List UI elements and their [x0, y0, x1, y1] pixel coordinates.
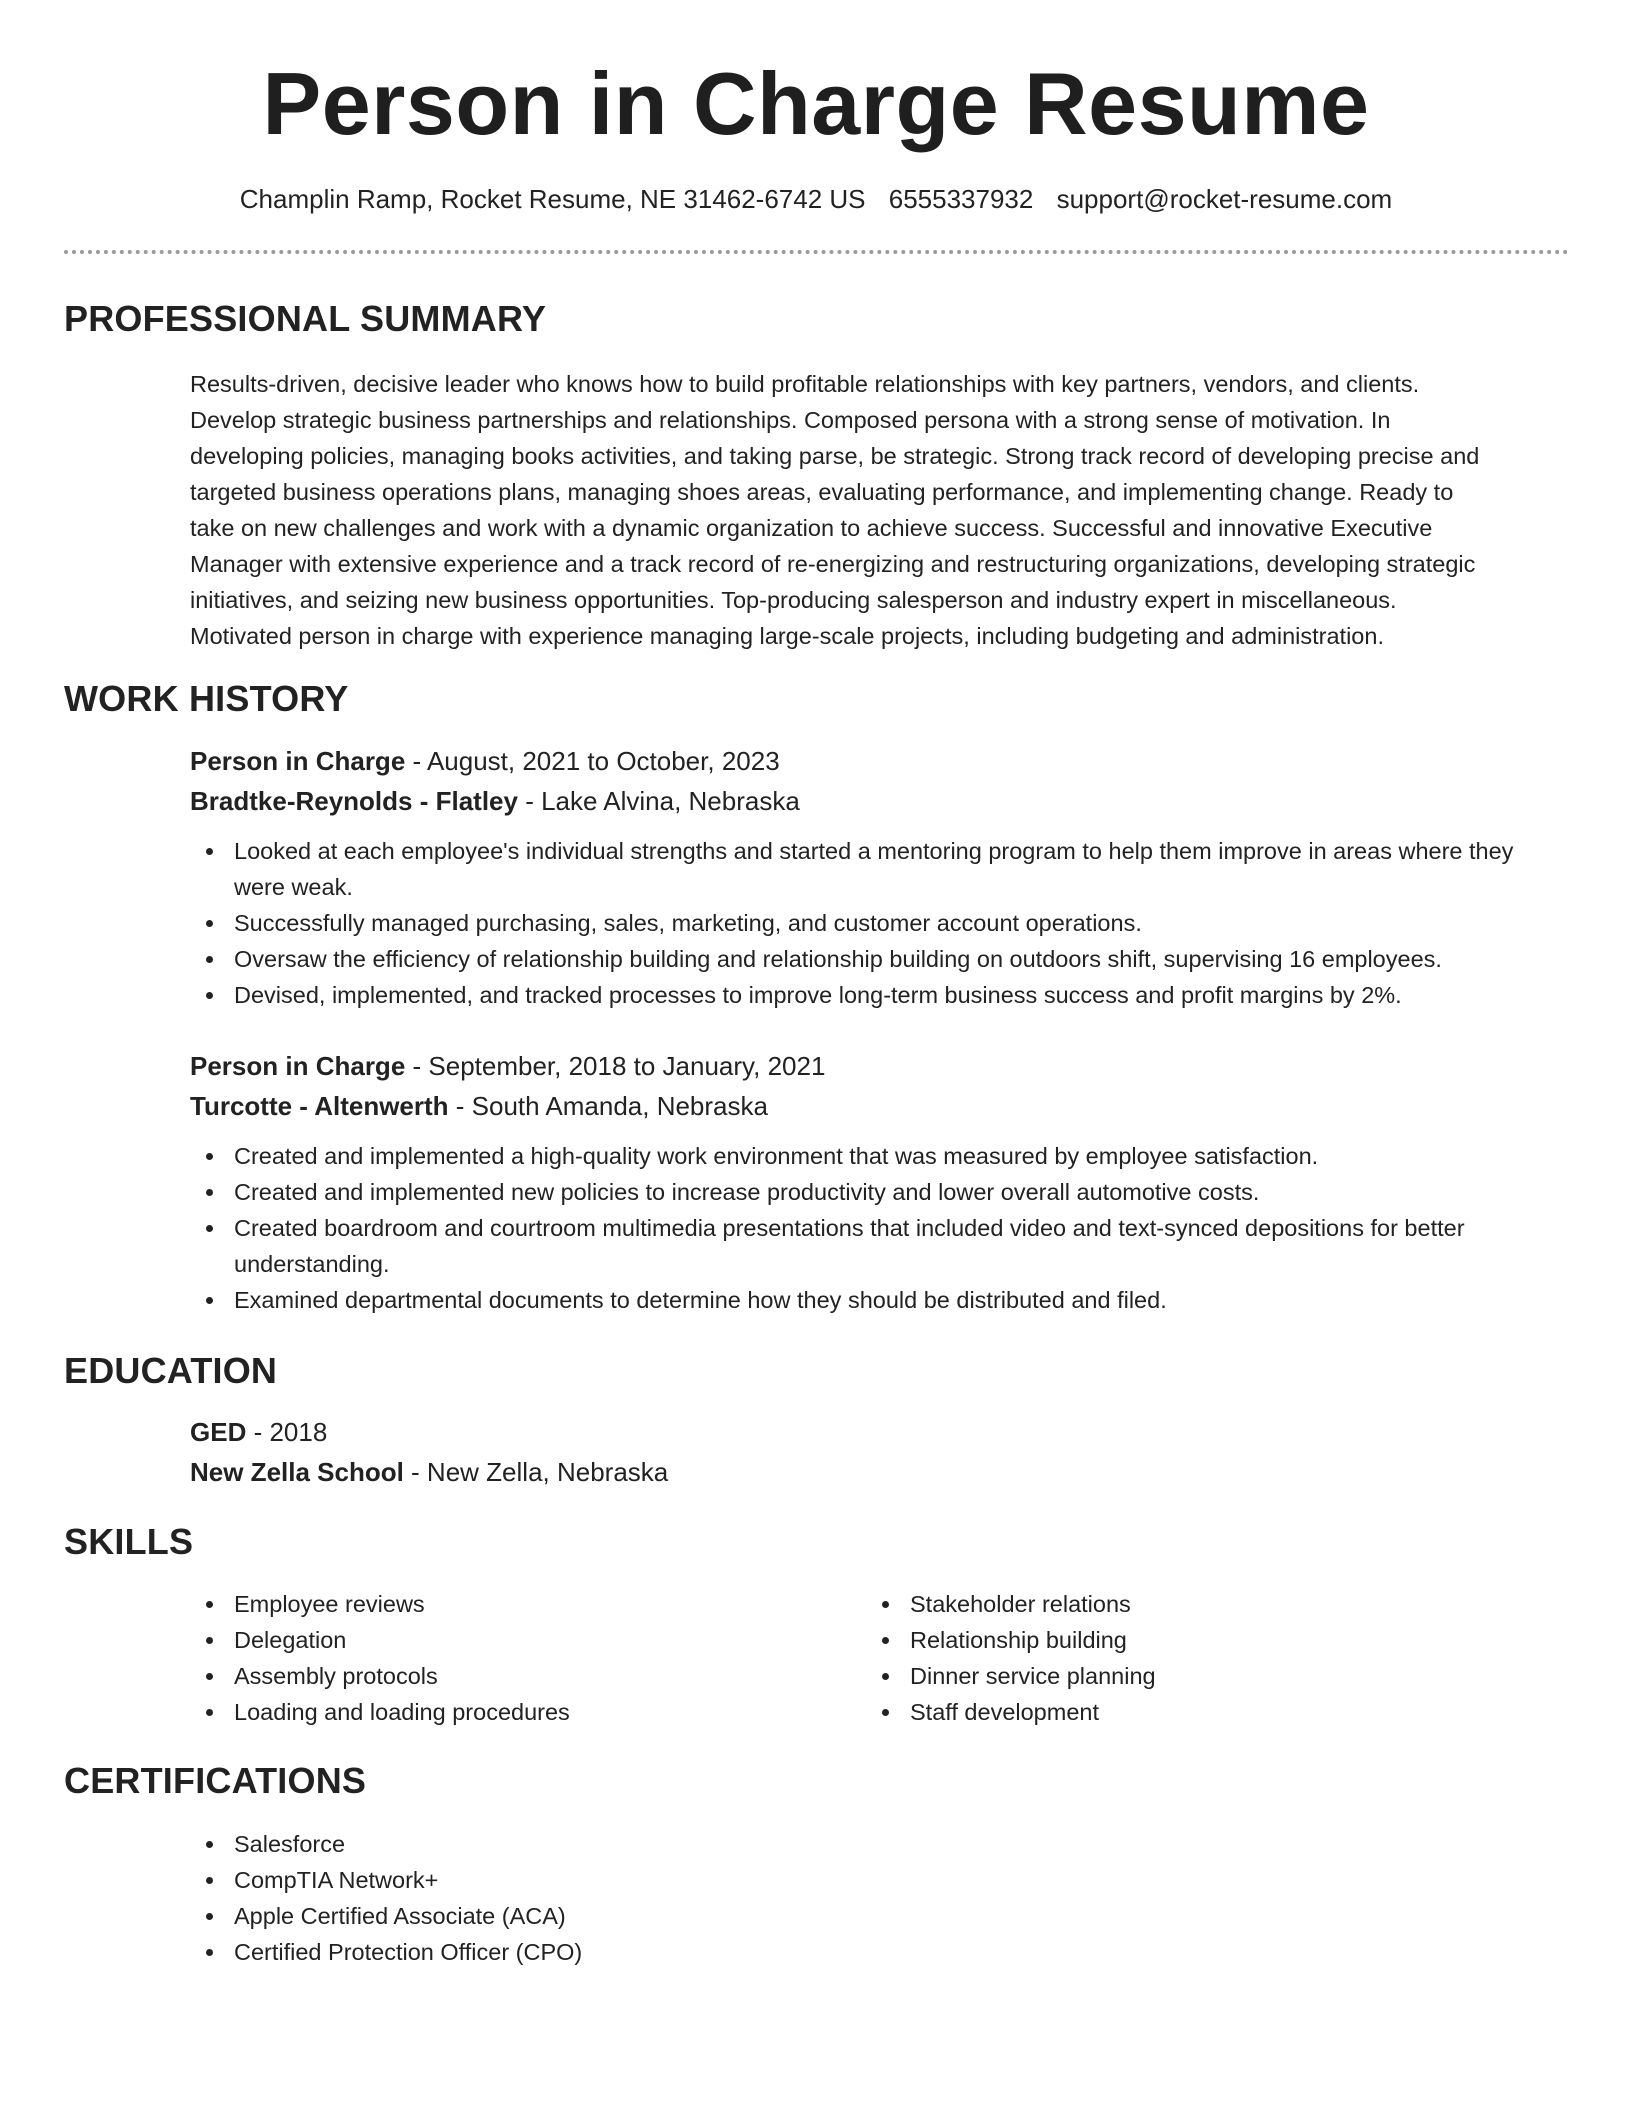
summary-line: targeted business operations plans, managing shoes areas, evaluating performance, and implementing change. Ready to: [190, 479, 1454, 505]
education-degree-line: [190, 1414, 327, 1450]
list-item: Salesforce: [190, 1826, 1570, 1862]
list-item: Created and implemented a high-quality work environment that was measured by employee satisfaction.: [190, 1138, 1570, 1174]
skills-heading: SKILLS: [64, 1521, 194, 1562]
list-item: Delegation: [190, 1622, 790, 1658]
education-degree: GED: [190, 1417, 247, 1447]
list-item: Successfully managed purchasing, sales, marketing, and customer account operations.: [190, 905, 1570, 941]
job-1-company: Bradtke-Reynolds - Flatley: [190, 786, 518, 816]
contact-phone: 6555337932: [888, 184, 1034, 214]
certifications-list: [190, 1826, 1570, 1970]
job-2-company-line: [190, 1088, 768, 1124]
summary-line: Develop strategic business partnerships and relationships. Composed persona with a strong sense of motivation. In: [190, 407, 1391, 433]
education-school-line: [190, 1454, 668, 1490]
list-item: Assembly protocols: [190, 1658, 790, 1694]
summary-line: initiatives, and seizing new business opportunities. Top-producing salesperson and industry expert in miscellaneous.: [190, 587, 1397, 613]
contact-email: support@rocket-resume.com: [1056, 184, 1393, 214]
list-item: Apple Certified Associate (ACA): [190, 1898, 1570, 1934]
job-1-location: - Lake Alvina, Nebraska: [517, 786, 800, 816]
summary-line: take on new challenges and work with a dynamic organization to achieve success. Successful and innovative Executive: [190, 515, 1433, 541]
summary-line: Results-driven, decisive leader who knows how to build profitable relationships with key partners, vendors, and clients.: [190, 371, 1420, 397]
list-item: Staff development: [866, 1694, 1466, 1730]
education-year: - 2018: [246, 1417, 328, 1447]
summary-line: Motivated person in charge with experience managing large-scale projects, including budgeting and administration.: [190, 623, 1384, 649]
skills-list-right: [866, 1586, 1466, 1730]
summary-heading: PROFESSIONAL SUMMARY: [64, 298, 547, 339]
list-item: Examined departmental documents to determine how they should be distributed and filed.: [190, 1282, 1570, 1318]
education-location: - New Zella, Nebraska: [403, 1457, 669, 1487]
list-item: Created boardroom and courtroom multimedia presentations that included video and text-synced depositions for better understanding.: [190, 1210, 1570, 1282]
job-2-title-line: [190, 1048, 825, 1084]
list-item: Dinner service planning: [866, 1658, 1466, 1694]
summary-line: developing policies, managing books activities, and taking parse, be strategic. Strong track record of developing precise and: [190, 443, 1480, 469]
certifications-heading: CERTIFICATIONS: [64, 1760, 367, 1801]
list-item: Oversaw the efficiency of relationship building and relationship building on outdoors shift, supervising 16 employees.: [190, 941, 1570, 977]
job-1-company-line: [190, 783, 800, 819]
job-1-title: Person in Charge: [190, 746, 406, 776]
list-item: Devised, implemented, and tracked processes to improve long-term business success and profit margins by 2%.: [190, 977, 1570, 1013]
header-divider: [64, 250, 1569, 254]
skills-list-left: [190, 1586, 790, 1730]
job-2-dates: - September, 2018 to January, 2021: [405, 1051, 826, 1081]
education-school: New Zella School: [190, 1457, 404, 1487]
contact-line: [0, 181, 1632, 217]
resume-title: Person in Charge Resume: [262, 54, 1370, 153]
job-2-company: Turcotte - Altenwerth: [190, 1091, 449, 1121]
work-heading: WORK HISTORY: [64, 678, 349, 719]
list-item: CompTIA Network+: [190, 1862, 1570, 1898]
job-1-title-line: [190, 743, 780, 779]
summary-line: Manager with extensive experience and a track record of re-energizing and restructuring organizations, developing strategic: [190, 551, 1476, 577]
job-1-bullets: [190, 833, 1570, 1013]
contact-address: Champlin Ramp, Rocket Resume, NE 31462-6742 US: [239, 184, 866, 214]
list-item: Employee reviews: [190, 1586, 790, 1622]
list-item: Relationship building: [866, 1622, 1466, 1658]
list-item: Stakeholder relations: [866, 1586, 1466, 1622]
summary-text: [190, 366, 1570, 654]
job-2-title: Person in Charge: [190, 1051, 406, 1081]
list-item: Loading and loading procedures: [190, 1694, 790, 1730]
job-2-location: - South Amanda, Nebraska: [448, 1091, 768, 1121]
list-item: Created and implemented new policies to increase productivity and lower overall automotive costs.: [190, 1174, 1570, 1210]
education-heading: EDUCATION: [64, 1350, 278, 1391]
job-2-bullets: [190, 1138, 1570, 1318]
list-item: Looked at each employee's individual strengths and started a mentoring program to help them improve in areas where they were weak.: [190, 833, 1570, 905]
list-item: Certified Protection Officer (CPO): [190, 1934, 1570, 1970]
job-1-dates: - August, 2021 to October, 2023: [405, 746, 780, 776]
